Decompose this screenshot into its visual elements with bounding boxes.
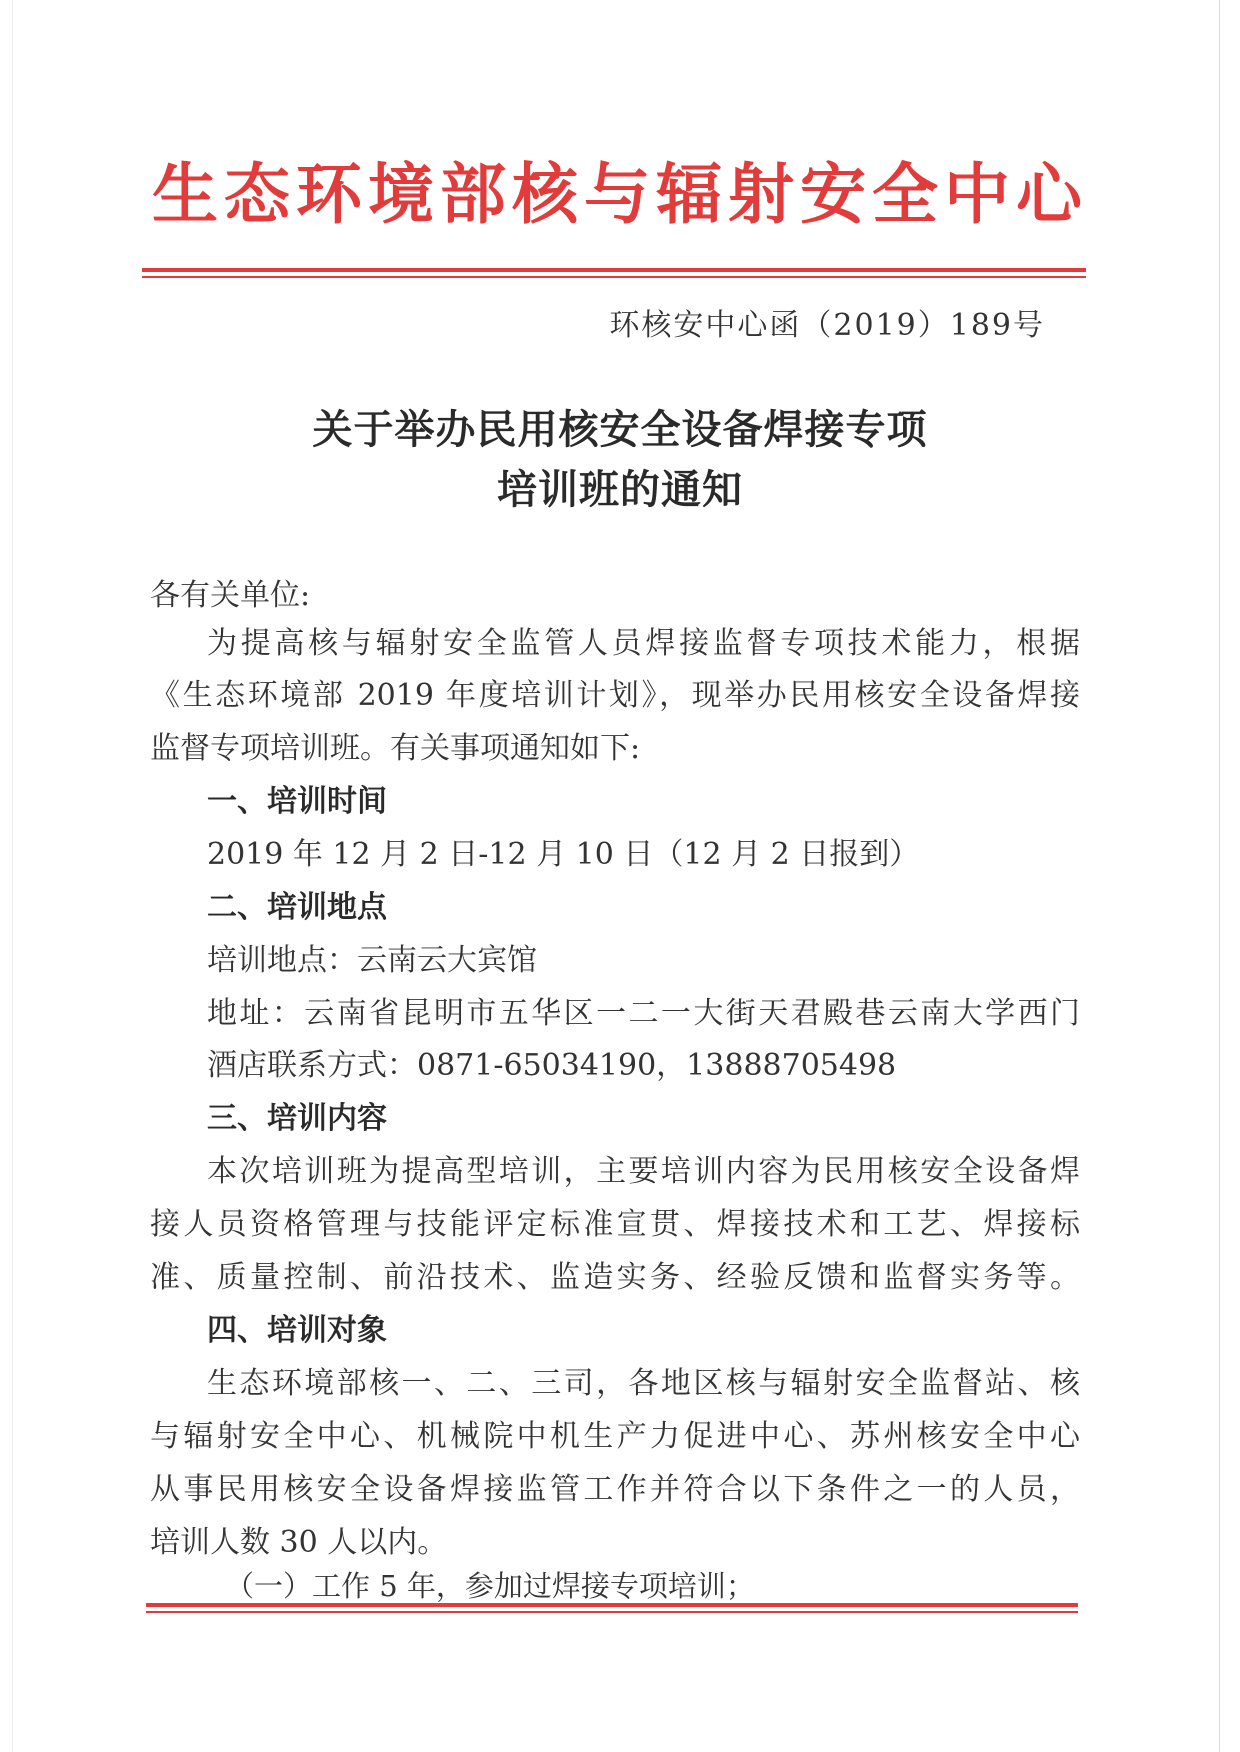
footer-rule-thick [146, 1603, 1078, 1607]
section-3-line-2: 接人员资格管理与技能评定标准宣贯、焊接技术和工艺、焊接标 [150, 1207, 1080, 1242]
section-4-line-1: 生态环境部核一、二、三司，各地区核与辐射安全监督站、核 [207, 1366, 1080, 1401]
section-3-line-1: 本次培训班为提高型培训，主要培训内容为民用核安全设备焊 [207, 1154, 1080, 1189]
intro-line-1: 为提高核与辐射安全监管人员焊接监督专项技术能力，根据 [207, 626, 1080, 661]
intro-line-3: 监督专项培训班。有关事项通知如下: [150, 731, 641, 766]
section-3-line-3: 准、质量控制、前沿技术、监造实务、经验反馈和监督实务等。 [150, 1260, 1080, 1295]
letterhead-rule-thick [142, 268, 1086, 272]
section-4-line-3: 从事民用核安全设备焊接监管工作并符合以下条件之一的人员， [150, 1472, 1080, 1507]
salutation: 各有关单位: [150, 578, 311, 613]
letterhead-rule-thin [142, 276, 1086, 278]
section-2-venue: 培训地点：云南云大宾馆 [207, 943, 537, 978]
section-2-address: 地址：云南省昆明市五华区一二一大街天君殿巷云南大学西门 [207, 996, 1080, 1031]
scan-edge-left [12, 0, 13, 1752]
section-4-line-2: 与辐射安全中心、机械院中机生产力促进中心、苏州核安全中心 [150, 1419, 1080, 1454]
document-title [150, 400, 1090, 520]
section-4-heading: 四、培训对象 [207, 1313, 387, 1348]
section-1-text: 2019 年 12 月 2 日-12 月 10 日（12 月 2 日报到） [207, 837, 920, 872]
letterhead-title: 生态环境部核与辐射安全中心 [152, 156, 1088, 233]
footer-rule-thin [146, 1611, 1078, 1613]
section-1-heading: 一、培训时间 [207, 784, 387, 819]
section-2-contact: 酒店联系方式：0871-65034190，13888705498 [207, 1048, 897, 1083]
intro-line-2: 《生态环境部 2019 年度培训计划》，现举办民用核安全设备焊接 [150, 678, 1080, 713]
document-number: 环核安中心函（2019）189号 [609, 308, 1045, 343]
section-3-heading: 三、培训内容 [207, 1101, 387, 1136]
scan-edge-right [1219, 0, 1220, 1752]
section-4-line-4: 培训人数 30 人以内。 [150, 1525, 448, 1560]
document-title-line-1: 关于举办民用核安全设备焊接专项 [312, 407, 928, 453]
document-title-line-2: 培训班的通知 [497, 467, 743, 513]
section-4-item-1: （一）工作 5 年，参加过焊接专项培训； [225, 1569, 755, 1603]
section-2-heading: 二、培训地点 [207, 890, 387, 925]
